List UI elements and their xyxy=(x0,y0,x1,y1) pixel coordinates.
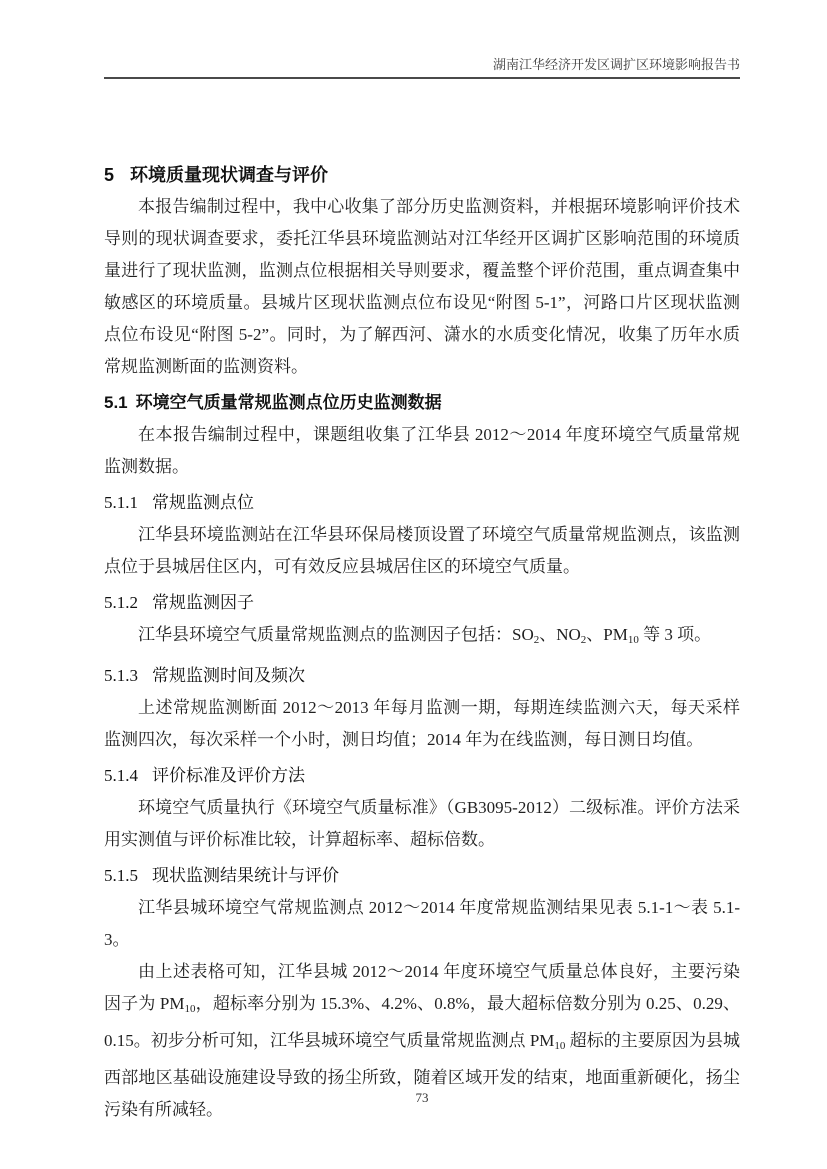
heading-number: 5 xyxy=(104,165,115,185)
heading-number: 5.1 xyxy=(104,393,128,412)
text-segment: 江华县环境空气质量常规监测点的监测因子包括：SO xyxy=(138,625,534,644)
subscript: 2 xyxy=(533,634,540,646)
paragraph-5-1-2 xyxy=(104,619,740,656)
section-heading-5 xyxy=(104,159,740,191)
heading-number: 5.1.2 xyxy=(104,593,138,612)
section-heading-5-1-4 xyxy=(104,760,740,792)
text-segment: 由上述表格可知，江华县城 2012～2014 年度环境空气质量总体良好，主要污染因子为 PM xyxy=(104,962,740,1013)
text-segment: 等 3 项。 xyxy=(638,625,712,644)
paragraph-5-1-1: 江华县环境监测站在江华县环保局楼顶设置了环境空气质量常规监测点，该监测点位于县城居住区内，可有效反应县城居住区的环境空气质量。 xyxy=(104,525,740,576)
heading-number: 5.1.1 xyxy=(104,493,138,512)
page-number: 73 xyxy=(415,1090,429,1105)
page-header xyxy=(104,0,740,79)
page-footer xyxy=(104,1090,740,1106)
heading-text: 常规监测时间及频次 xyxy=(152,666,305,685)
subscript: 10 xyxy=(627,634,639,646)
heading-number: 5.1.3 xyxy=(104,666,138,685)
paragraph-5-1: 在本报告编制过程中，课题组收集了江华县 2012～2014 年度环境空气质量常规监测数据。 xyxy=(104,425,740,476)
header-rule xyxy=(104,77,740,79)
text-segment: 、NO xyxy=(539,625,581,644)
text-segment: 、PM xyxy=(586,625,628,644)
subscript: 2 xyxy=(580,634,587,646)
document-body xyxy=(104,119,740,1126)
section-heading-5-1-5 xyxy=(104,860,740,892)
running-header-title: 湖南江华经济开发区调扩区环境影响报告书 xyxy=(492,57,740,72)
paragraph-5-1-5-a: 江华县城环境空气常规监测点 2012～2014 年度常规监测结果见表 5.1-1～表 5.1-3。 xyxy=(104,898,740,949)
heading-text: 环境质量现状调查与评价 xyxy=(130,165,329,185)
section-heading-5-1-2 xyxy=(104,587,740,619)
section-heading-5-1-1 xyxy=(104,487,740,519)
heading-text: 现状监测结果统计与评价 xyxy=(152,866,339,885)
heading-number: 5.1.4 xyxy=(104,766,138,785)
text-segment: ，超标率分别为 15.3%、4.2%、0.8%，最大超标倍数分别为 0.25、0.29、0.15。初步分析可知，江华县城环境空气质量常规监测点 PM xyxy=(104,994,740,1050)
heading-text: 评价标准及评价方法 xyxy=(152,766,305,785)
heading-number: 5.1.5 xyxy=(104,866,138,885)
subscript: 10 xyxy=(554,1040,566,1052)
subscript: 10 xyxy=(184,1003,196,1015)
paragraph-intro: 本报告编制过程中，我中心收集了部分历史监测资料，并根据环境影响评价技术导则的现状调查要求，委托江华县环境监测站对江华经开区调扩区影响范围的环境质量进行了现状监测，监测点位根据相关导则要求，覆盖整个评价范围，重点调查集中敏感区的环境质量。县城片区现状监测点位布设见“附图 5-1”，河路口片区现状监测点位布设见“附图 5-2”。同时，为了解西河、潇水的水质变化情况，收集了历年水质常规监测断面的监测资料。 xyxy=(104,197,740,376)
heading-text: 常规监测点位 xyxy=(152,493,254,512)
heading-text: 环境空气质量常规监测点位历史监测数据 xyxy=(135,393,442,412)
section-heading-5-1 xyxy=(104,387,740,419)
text-segment: 超标的主要原因为县城西部地区基础设施建设导致的扬尘所致，随着区域开发的结束，地面重新硬化，扬尘污染有所减轻。 xyxy=(104,1031,740,1119)
heading-text: 常规监测因子 xyxy=(152,593,254,612)
paragraph-5-1-4: 环境空气质量执行《环境空气质量标准》（GB3095-2012）二级标准。评价方法采用实测值与评价标准比较，计算超标率、超标倍数。 xyxy=(104,798,740,849)
section-heading-5-1-3 xyxy=(104,660,740,692)
paragraph-5-1-3: 上述常规监测断面 2012～2013 年每月监测一期，每期连续监测六天，每天采样监测四次，每次采样一个小时，测日均值；2014 年为在线监测，每日测日均值。 xyxy=(104,698,740,749)
